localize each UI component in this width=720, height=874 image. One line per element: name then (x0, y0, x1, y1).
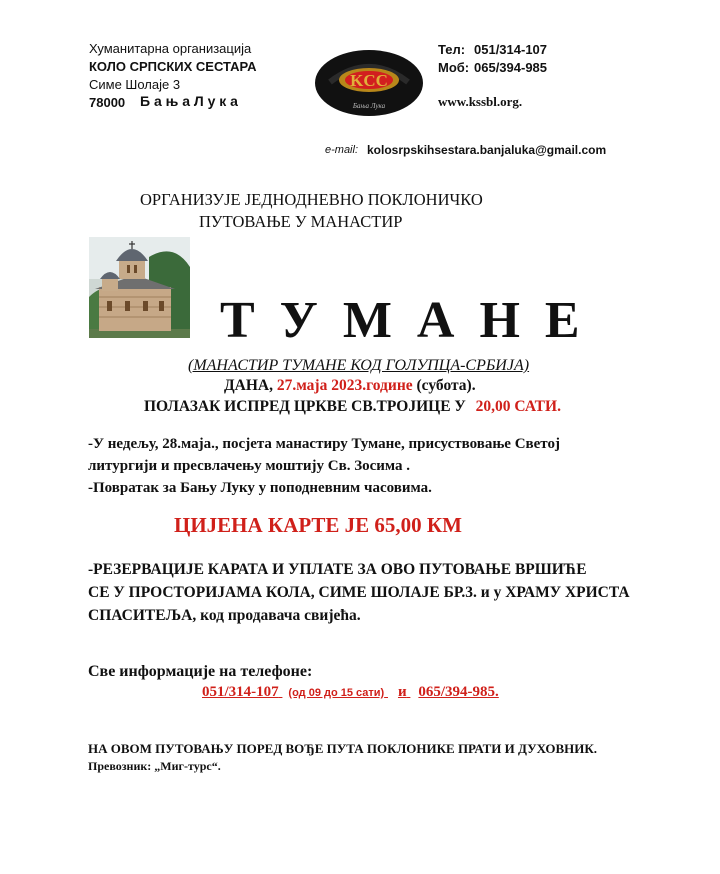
ticket-price: ЦИЈЕНА КАРТЕ ЈЕ 65,00 КМ (174, 513, 462, 537)
phone-label: Тел: (438, 42, 466, 57)
footer-line2: Превозник: „Миг-турс“. (88, 759, 221, 773)
departure-line (144, 398, 561, 416)
program-line1: -У недељу, 28.маја., посјета манастиру Тумане, присуствовање Светој (88, 436, 560, 452)
org-name-line2: КОЛО СРПСКИХ СЕСТАРА (89, 59, 257, 74)
info-and: и (397, 684, 407, 700)
org-postcode: 78000 (89, 95, 126, 110)
info-phone-2[interactable]: 065/394-985. (418, 684, 499, 700)
info-hours: (од 09 до 15 сати) (288, 687, 385, 699)
email-label: e-mail: (325, 144, 359, 156)
reservation-line3: СПАСИТЕЉА, код продавача свијећа. (88, 607, 361, 624)
phone-number: 051/314-107 (474, 42, 548, 57)
reservation-line2: СЕ У ПРОСТОРИЈАМА КОЛА, СИМЕ ШОЛАЈЕ БР.3. и у ХРАМУ ХРИСТА (88, 584, 630, 601)
page-title: Т У М А Н Е (220, 292, 586, 349)
logo-city-text: Бања Лука (352, 102, 386, 110)
organization-logo (310, 46, 428, 120)
date-line (224, 377, 476, 395)
intro-line2: ПУТОВАЊЕ У МАНАСТИР (199, 212, 403, 231)
program-line3: -Повратак за Бању Луку у поподневним часовима. (88, 480, 432, 496)
org-address: Симе Шолаје 3 (89, 77, 181, 92)
info-label: Све информације на телефоне: (88, 663, 313, 680)
program-line2: литургији и пресвлачењу моштију Св. Зосима . (88, 458, 411, 474)
org-city: Б а њ а Л у к а (140, 93, 238, 109)
subtitle-location: (МАНАСТИР ТУМАНЕ КОД ГОЛУПЦА-СРБИЈА) (188, 357, 530, 374)
monastery-church-icon (89, 237, 190, 338)
monastery-photo (89, 237, 190, 338)
intro-line1: ОРГАНИЗУЈЕ ЈЕДНОДНЕВНО ПОКЛОНИЧКО (140, 190, 483, 209)
trip-date: 27.маја 2023.године (276, 377, 413, 394)
date-weekday: (субота). (416, 377, 476, 394)
info-phones (202, 684, 499, 701)
mobile-number: 065/394-985 (474, 60, 548, 75)
org-name-line1: Хуманитарна организација (89, 41, 252, 56)
footer-line1: НА ОВОМ ПУТОВАЊУ ПОРЕД ВОЂЕ ПУТА ПОКЛОНИКЕ ПРАТИ И ДУХОВНИК. (88, 741, 598, 756)
reservation-line1: -РЕЗЕРВАЦИЈЕ КАРАТА И УПЛАТЕ ЗА ОВО ПУТОВАЊЕ ВРШИЋЕ (88, 561, 587, 578)
date-prefix: ДАНА, (224, 377, 273, 394)
logo-emblem-icon (310, 46, 428, 120)
mobile-label: Моб: (438, 60, 470, 75)
email-address[interactable]: kolosrpskihsestara.banjaluka@gmail.com (367, 143, 607, 157)
logo-text: KCC (350, 71, 388, 90)
website-link[interactable]: www.kssbl.org. (438, 94, 523, 109)
departure-text: ПОЛАЗАК ИСПРЕД ЦРКВЕ СВ.ТРОЈИЦЕ У (144, 398, 466, 415)
info-phone-1[interactable]: 051/314-107 (202, 684, 279, 700)
departure-time: 20,00 САТИ. (475, 398, 561, 415)
